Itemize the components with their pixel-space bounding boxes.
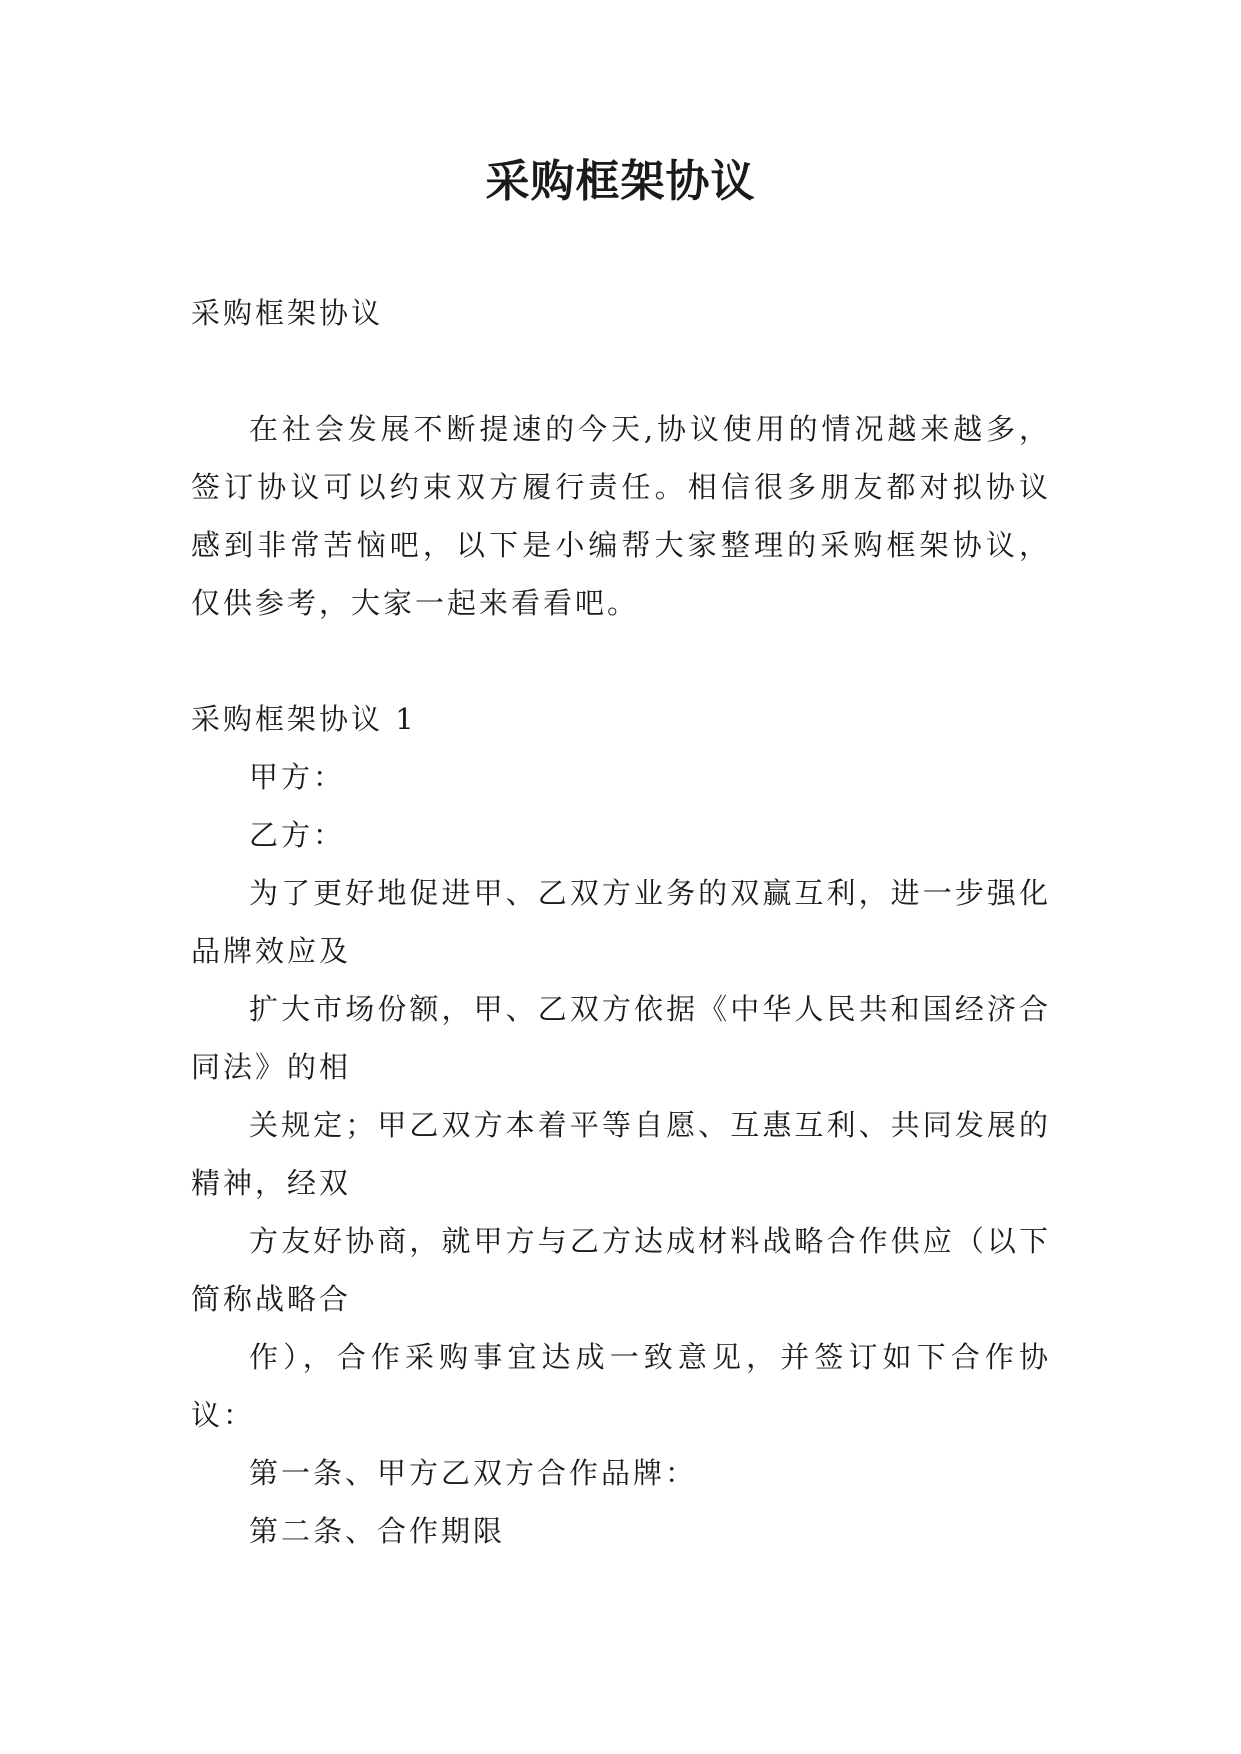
body-paragraph: 为了更好地促进甲、乙双方业务的双赢互利，进一步强化品牌效应及 [191, 876, 1051, 968]
body-paragraph: 关规定；甲乙双方本着平等自愿、互惠互利、共同发展的精神，经双 [191, 1108, 1051, 1200]
intro-paragraph: 在社会发展不断提速的今天,协议使用的情况越来越多，签订协议可以约束双方履行责任。相信很多朋友都对拟协议感到非常苦恼吧，以下是小编帮大家整理的采购框架协议，仅供参考，大家一起来看看吧。 [191, 412, 1051, 620]
section-heading: 采购框架协议 1 [191, 702, 417, 736]
article-1-line: 第一条、甲方乙双方合作品牌： [249, 1456, 698, 1490]
body-paragraph: 扩大市场份额，甲、乙双方依据《中华人民共和国经济合同法》的相 [191, 992, 1051, 1084]
document-body [191, 284, 1051, 1560]
body-paragraph: 方友好协商，就甲方与乙方达成材料战略合作供应（以下简称战略合 [191, 1224, 1051, 1316]
party-a-line: 甲方： [249, 760, 346, 794]
document-title: 采购框架协议 [485, 156, 756, 207]
document-subtitle: 采购框架协议 [191, 296, 384, 330]
body-paragraph: 作），合作采购事宜达成一致意见，并签订如下合作协议： [191, 1340, 1051, 1432]
party-b-line: 乙方： [249, 818, 346, 852]
article-2-line: 第二条、合作期限 [249, 1514, 506, 1548]
